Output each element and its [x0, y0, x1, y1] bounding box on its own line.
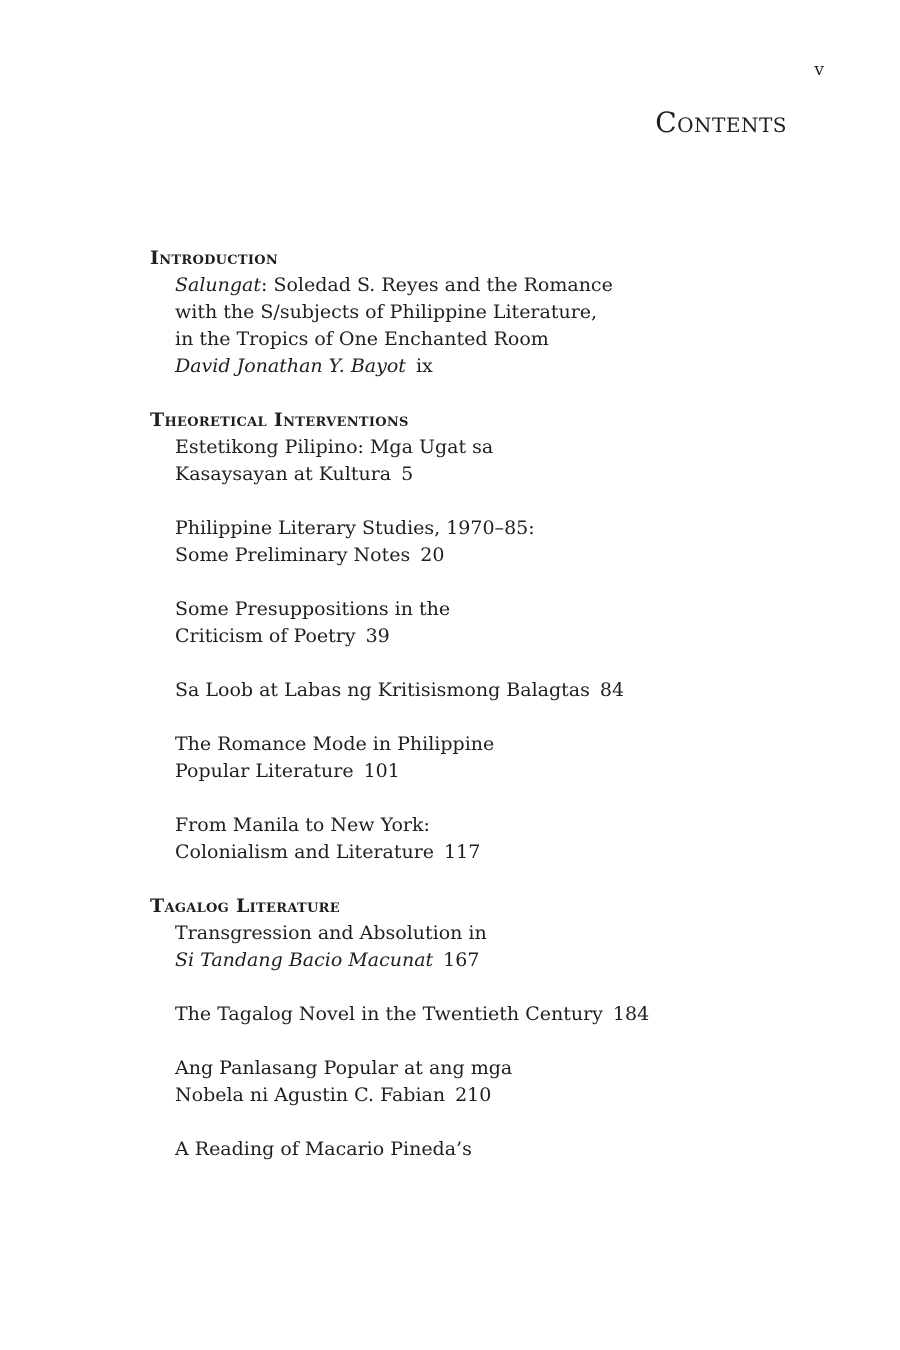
toc-entry[interactable] — [175, 596, 770, 650]
page-folio: v — [814, 60, 824, 80]
page-number: 117 — [444, 841, 481, 863]
entry-title-line: Estetikong Pilipino: Mga Ugat sa — [175, 436, 494, 458]
page-number: 101 — [363, 760, 400, 782]
entry-title-line: Kasaysayan at Kultura 5 — [175, 463, 414, 485]
page-number: 5 — [401, 463, 414, 485]
section-theoretical-interventions — [150, 407, 770, 866]
entry-title-line: The Romance Mode in Philippine — [175, 733, 495, 755]
entry-title-line: From Manila to New York: — [175, 814, 430, 836]
entry-title-line: Some Presuppositions in the — [175, 598, 451, 620]
entry-title-line: Popular Literature 101 — [175, 760, 400, 782]
entry-title-line: with the S/subjects of Philippine Literature, — [175, 301, 598, 323]
entry-title-line: Some Preliminary Notes 20 — [175, 544, 445, 566]
entry-author-line — [175, 353, 770, 380]
toc-entry[interactable] — [175, 515, 770, 569]
toc-entry[interactable] — [175, 677, 770, 704]
entry-title-line: Ang Panlasang Popular at ang mga — [175, 1057, 513, 1079]
toc-entry[interactable] — [175, 434, 770, 488]
page-number: 84 — [599, 679, 625, 701]
toc-entry[interactable] — [175, 920, 770, 974]
page-number: 20 — [420, 544, 445, 566]
entry-title-line: Philippine Literary Studies, 1970–85: — [175, 517, 535, 539]
entry-title-line: Si Tandang Bacio Macunat 167 — [175, 949, 480, 971]
section-heading: Introduction — [150, 247, 279, 269]
page-number: 210 — [455, 1084, 492, 1106]
entry-title-line: The Tagalog Novel in the Twentieth Century 184 — [175, 1003, 650, 1025]
toc-entry[interactable] — [175, 731, 770, 785]
toc-entry[interactable] — [175, 1055, 770, 1109]
page-number: 167 — [443, 949, 480, 971]
toc-entry[interactable] — [175, 1001, 770, 1028]
page-number: 184 — [612, 1003, 650, 1025]
section-tagalog-literature — [150, 893, 770, 1163]
entry-title-line: Colonialism and Literature 117 — [175, 841, 481, 863]
page-title: Contents — [655, 106, 787, 139]
entry-author: David Jonathan Y. Bayot — [175, 355, 406, 377]
toc-entry[interactable] — [175, 272, 770, 380]
section-heading: Tagalog Literature — [150, 895, 340, 917]
section-introduction — [150, 245, 770, 380]
entry-title-line: Salungat: Soledad S. Reyes and the Romance — [175, 274, 613, 296]
entry-title-line: Transgression and Absolution in — [175, 922, 487, 944]
entry-title-line: Nobela ni Agustin C. Fabian 210 — [175, 1084, 492, 1106]
toc-entry[interactable] — [175, 1136, 770, 1163]
table-of-contents — [150, 245, 770, 1163]
page-number: 39 — [365, 625, 390, 647]
toc-entry[interactable] — [175, 812, 770, 866]
entry-title-line: Criticism of Poetry 39 — [175, 625, 390, 647]
entry-title-line: A Reading of Macario Pineda’s — [175, 1138, 472, 1160]
entry-title-line: in the Tropics of One Enchanted Room — [175, 328, 549, 350]
entry-title-line: Sa Loob at Labas ng Kritisismong Balagtas 84 — [175, 679, 625, 701]
page-number: ix — [415, 355, 433, 377]
section-heading: Theoretical Interventions — [150, 409, 409, 431]
